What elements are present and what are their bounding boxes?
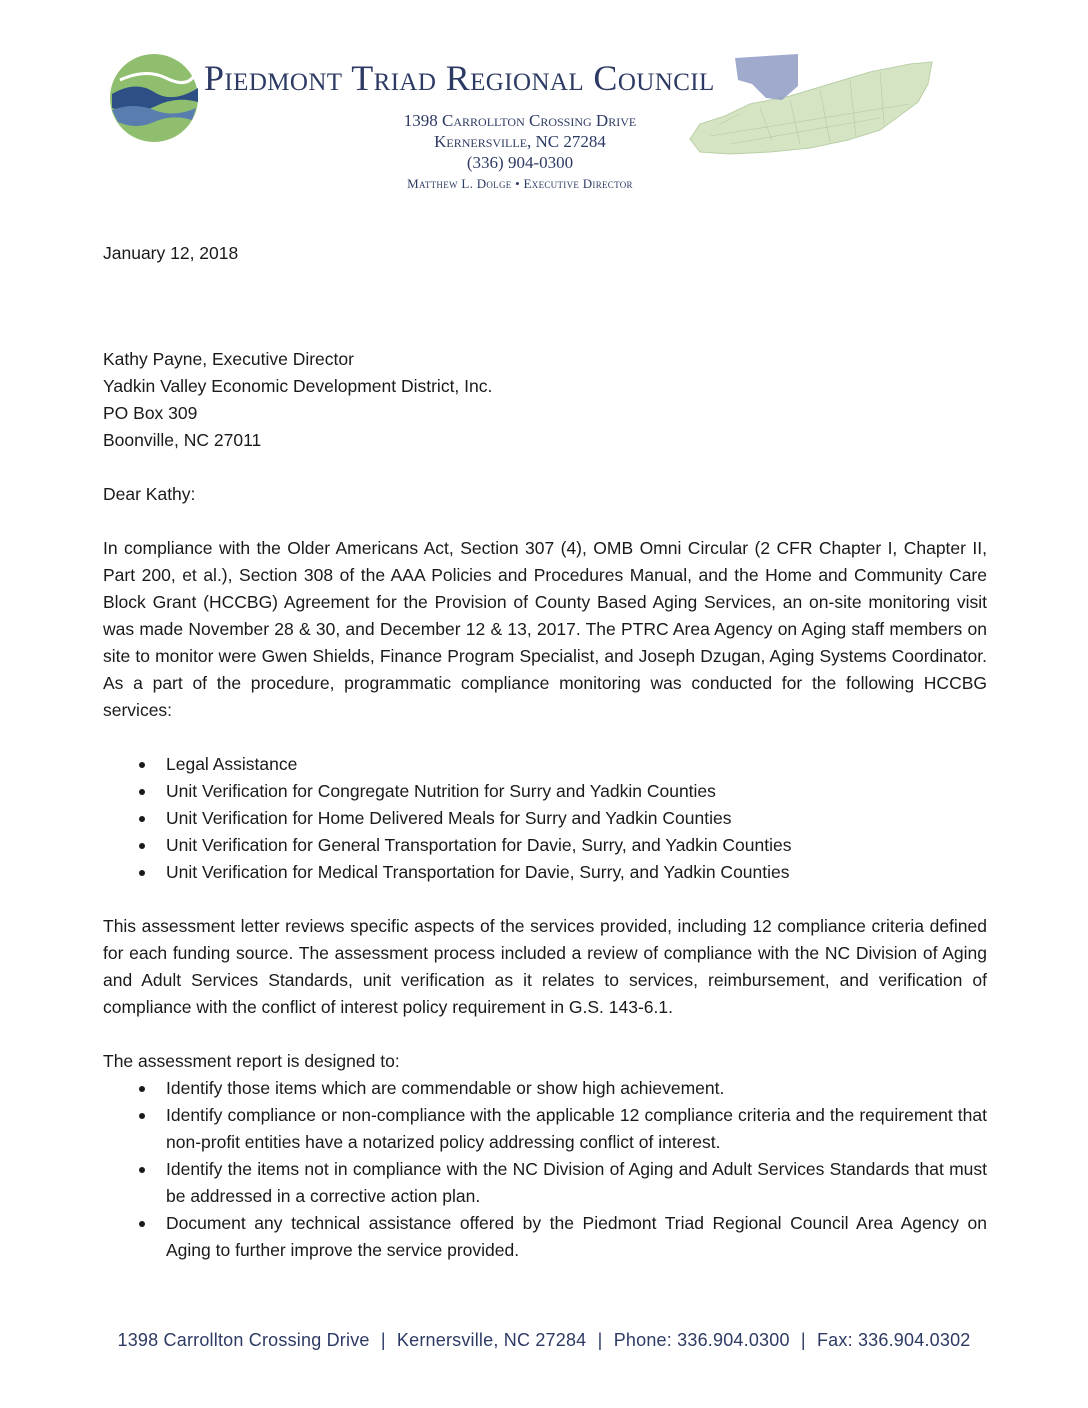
bullet-icon — [139, 870, 145, 876]
footer-fax: Fax: 336.904.0302 — [816, 1330, 971, 1350]
letterhead-address-line1: 1398 Carrollton Crossing Drive — [403, 111, 637, 130]
list-item: Legal Assistance — [103, 751, 987, 778]
footer-separator: | — [380, 1330, 386, 1350]
page-footer — [0, 1330, 1088, 1351]
organization-name: Piedmont Triad Regional Council — [204, 58, 715, 98]
list-item: Unit Verification for General Transportation for Davie, Surry, and Yadkin Counties — [103, 832, 987, 859]
list-item: Identify the items not in compliance with the NC Division of Aging and Adult Services Standards that must be addressed in a corrective action plan. — [103, 1156, 987, 1210]
letterhead-address-line2: Kernersville, NC 27284 — [434, 132, 606, 151]
bullet-icon — [139, 1113, 145, 1119]
paragraph-compliance: In compliance with the Older Americans Act, Section 307 (4), OMB Omni Circular (2 CFR Chapter I, Chapter II, Part 200, et al.), Section 308 of the AAA Policies and Procedures Manual, and the Home and Community Care Block Grant (HCCBG) Agreement for the Provision of County Based Aging Services, an on-site monitoring visit was made November 28 & 30, and December 12 & 13, 2017. The PTRC Area Agency on Aging staff members on site to monitor were Gwen Shields, Finance Program Specialist, and Joseph Dzugan, Aging Systems Coordinator. As a part of the procedure, programmatic compliance monitoring was conducted for the following HCCBG services: — [103, 538, 987, 720]
bullet-icon — [139, 1167, 145, 1173]
bullet-icon — [139, 843, 145, 849]
recipient-address — [103, 346, 987, 454]
services-list — [103, 751, 987, 886]
list-item: Unit Verification for Congregate Nutrition for Surry and Yadkin Counties — [103, 778, 987, 805]
list-item: Identify those items which are commendable or show high achievement. — [103, 1075, 987, 1102]
paragraph-assessment: This assessment letter reviews specific aspects of the services provided, including 12 compliance criteria defined for each funding source. The assessment process included a review of compliance with the NC Division of Aging and Adult Services Standards, unit verification as it relates to services, reimbursement, and verification of compliance with the conflict of interest policy requirement in G.S. 143-6.1. — [103, 916, 987, 1017]
bullet-icon — [139, 762, 145, 768]
bullet-icon — [139, 1086, 145, 1092]
recipient-line: PO Box 309 — [103, 403, 198, 423]
letterhead-phone: (336) 904-0300 — [466, 153, 574, 172]
footer-city: Kernersville, NC 27284 — [396, 1330, 587, 1350]
letter-body — [103, 240, 987, 1291]
goals-list — [103, 1075, 987, 1264]
recipient-line: Boonville, NC 27011 — [103, 430, 262, 450]
recipient-line: Yadkin Valley Economic Development District, Inc. — [103, 376, 493, 396]
footer-separator: | — [800, 1330, 806, 1350]
letterhead-director: Matthew L. Dolge • Executive Director — [407, 176, 633, 191]
list-item: Unit Verification for Home Delivered Meals for Surry and Yadkin Counties — [103, 805, 987, 832]
letter-date: January 12, 2018 — [103, 243, 239, 263]
list-item: Document any technical assistance offered by the Piedmont Triad Regional Council Area Agency on Aging to further improve the service provided. — [103, 1210, 987, 1264]
paragraph-report-intro: The assessment report is designed to: — [103, 1051, 400, 1071]
bullet-icon — [139, 816, 145, 822]
footer-separator: | — [597, 1330, 603, 1350]
salutation: Dear Kathy: — [103, 484, 196, 504]
list-item: Unit Verification for Medical Transportation for Davie, Surry, and Yadkin Counties — [103, 859, 987, 886]
wave-logo-icon — [106, 50, 202, 146]
letterhead-contact — [300, 110, 740, 195]
recipient-line: Kathy Payne, Executive Director — [103, 349, 354, 369]
list-item: Identify compliance or non-compliance with the applicable 12 compliance criteria and the requirement that non-profit entities have a notarized policy addressing conflict of interest. — [103, 1102, 987, 1156]
footer-address: 1398 Carrollton Crossing Drive — [117, 1330, 370, 1350]
bullet-icon — [139, 789, 145, 795]
bullet-icon — [139, 1221, 145, 1227]
letterhead — [0, 0, 1088, 200]
footer-phone: Phone: 336.904.0300 — [613, 1330, 790, 1350]
